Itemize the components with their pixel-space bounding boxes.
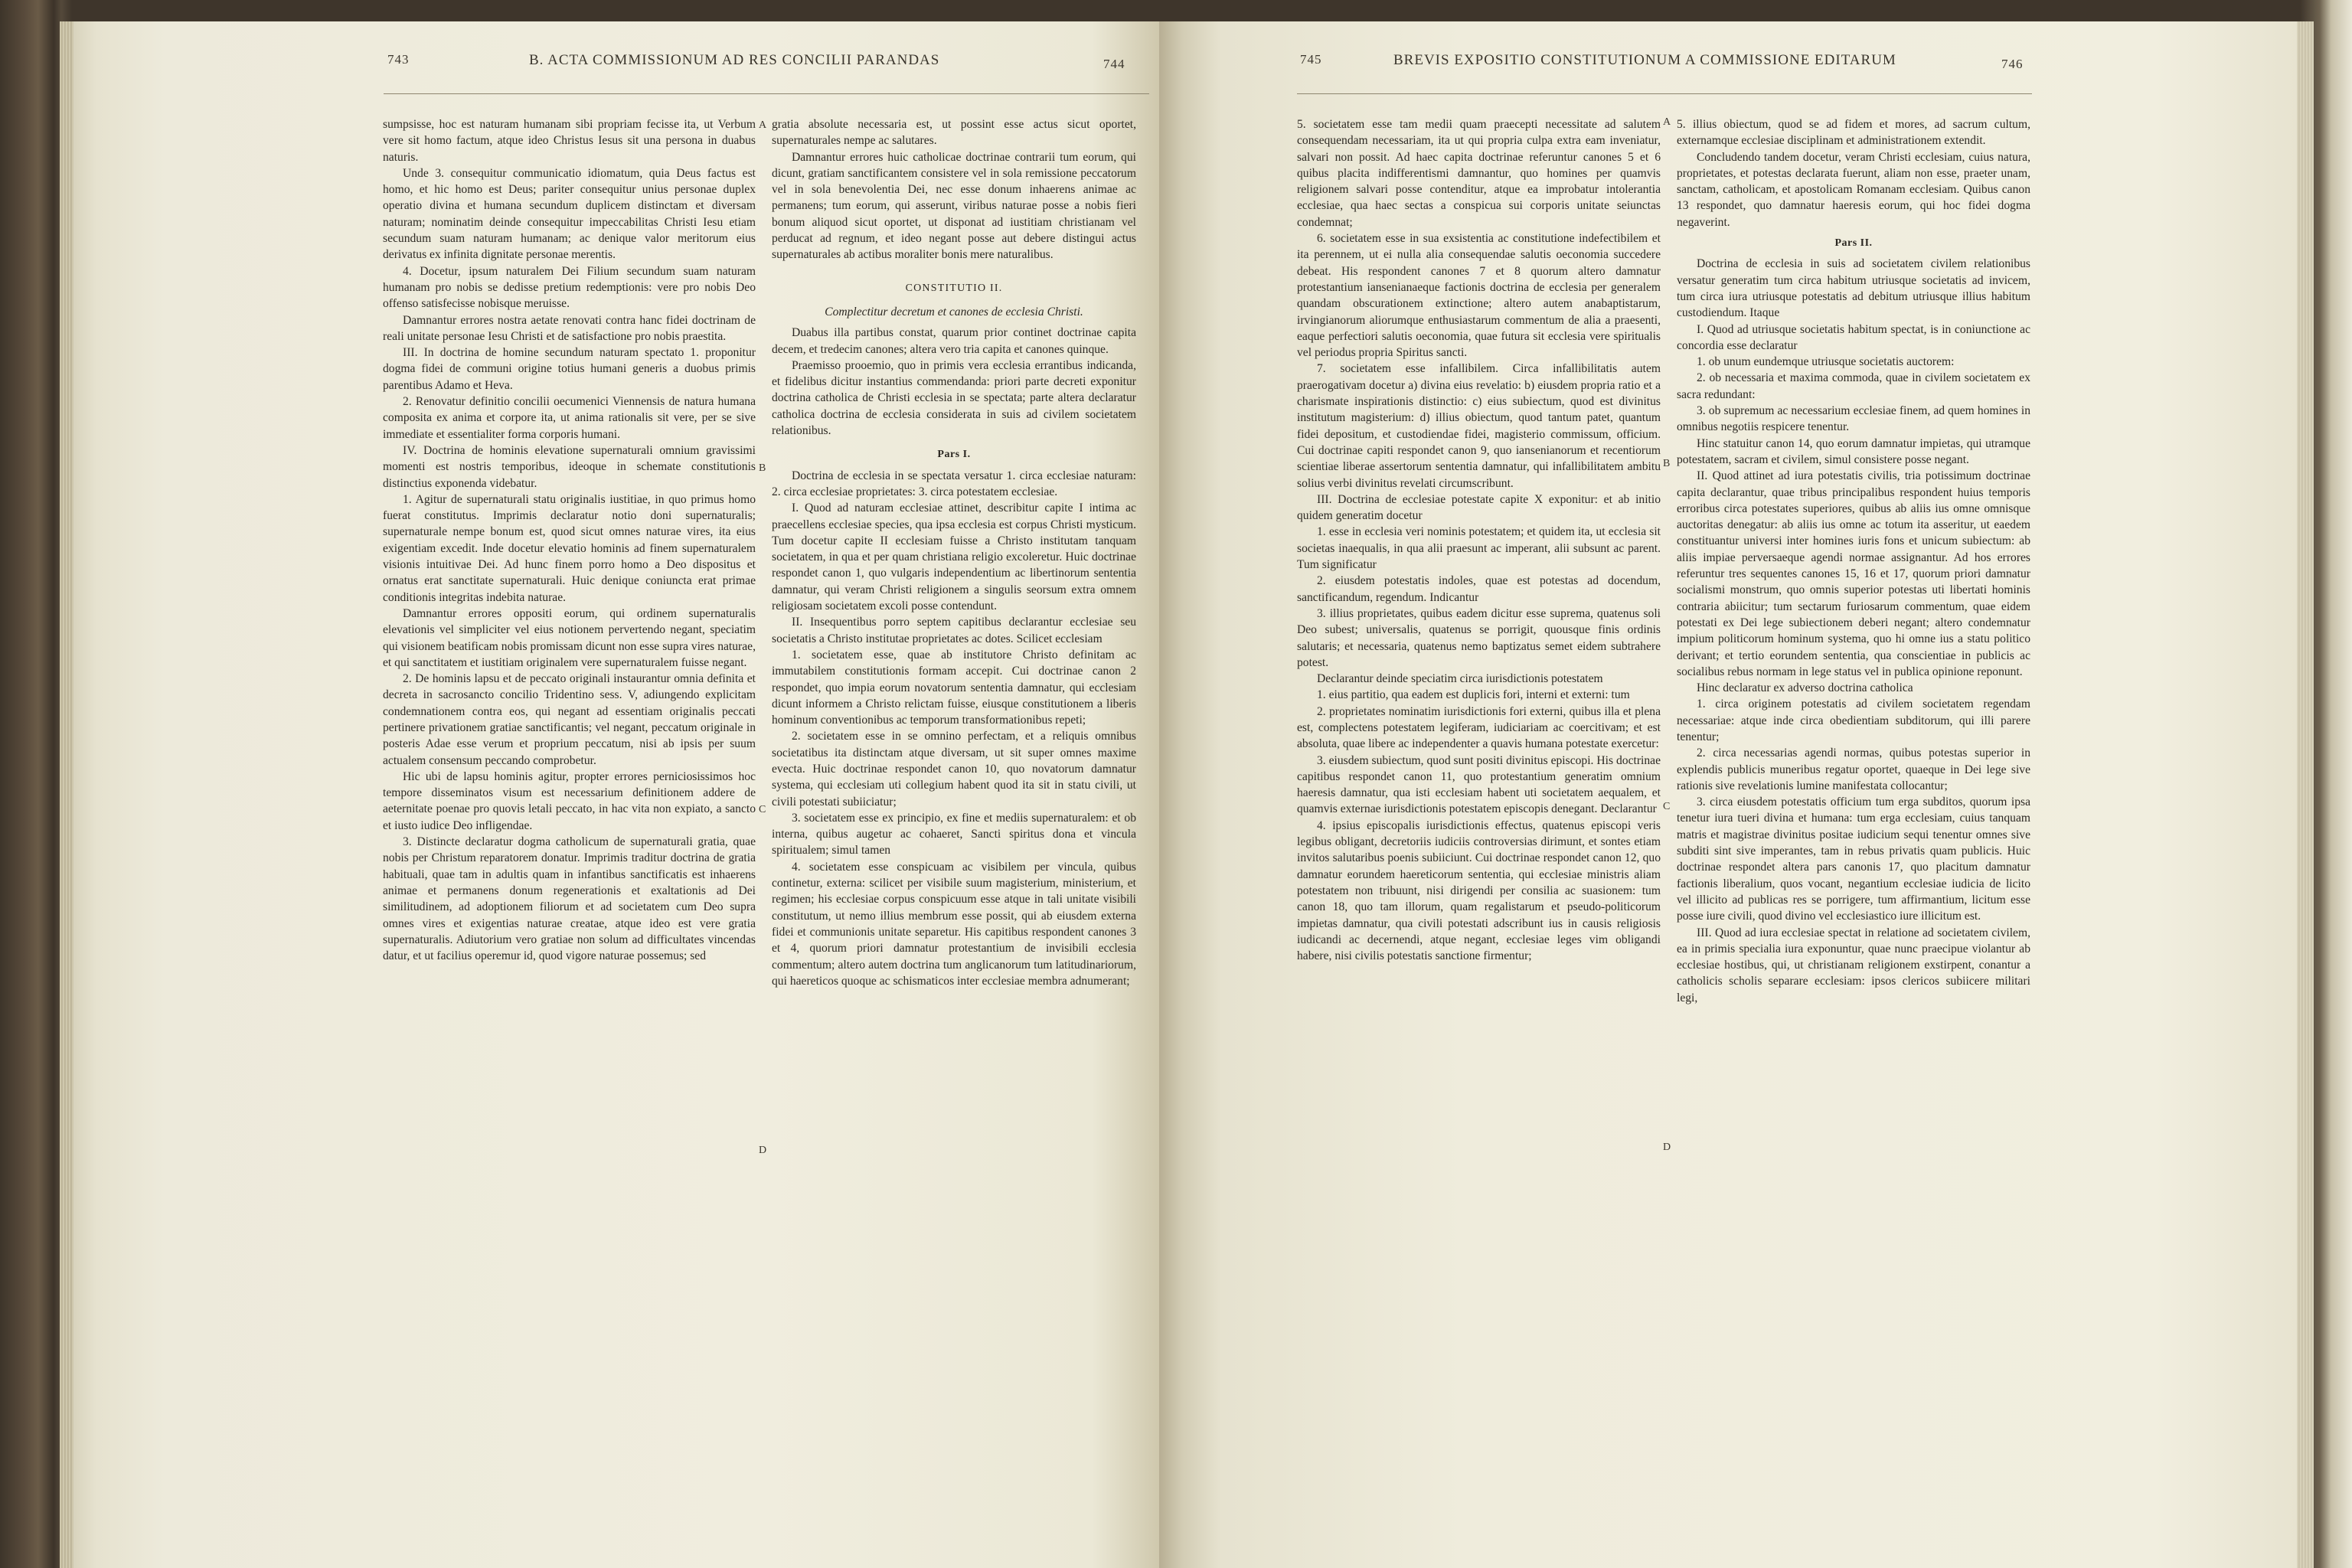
right-col2-part-b bbox=[1677, 256, 2030, 1006]
paragraph: Praemisso prooemio, quo in primis vera ecclesia errantibus indicanda, et fidelibus dicitur instantius commendanda: priori parte decreti exponitur doctrina catholica de Christi ecclesia in se spectata; parte altera declaratur catholica doctrina de ecclesia considerata in suis ad civilem societatem relationibus. bbox=[772, 358, 1136, 438]
left-col2-part-a bbox=[772, 116, 1136, 263]
left-col2-part-c bbox=[772, 468, 1136, 990]
pars-i-heading: Pars I. bbox=[937, 449, 971, 461]
paragraph: 1. societatem esse, quae ab institutore Christo definitam ac immutabilem constitutionis formam accepit. Cui doctrinae canon 2 respondet, quo impia eorum novatorum sententia damnatur, qui ecclesiam dicunt informem a Christo relictam fuisse, eiusque constitutionem a liberis hominum conventionibus ac temporum transformationibus repeti; bbox=[772, 648, 1136, 727]
margin-letter-c: C bbox=[1663, 801, 1671, 812]
constitutio-heading: CONSTITUTIO II. bbox=[905, 282, 1003, 294]
left-page-number-744: 744 bbox=[1103, 57, 1125, 71]
paragraph: Concludendo tandem docetur, veram Christi ecclesiam, cuius natura, proprietates, et potestas declarata fuerunt, aliam non esse, praeter unam, sanctam, catholicam, et apostolicam Romanam ecclesiam. Quibus canon 13 respondet, quo damnatur haeresis eorum, qui hoc fidei dogma negaverint. bbox=[1677, 150, 2030, 229]
margin-letter-d: D bbox=[759, 1145, 767, 1156]
paragraph: 1. eius partitio, qua eadem est duplicis fori, interni et externi: tum bbox=[1317, 688, 1630, 702]
paragraph: Hinc statuitur canon 14, quo eorum damnatur impietas, qui utramque potestatem, sacram et civilem, simul consistere posse negant. bbox=[1677, 436, 2030, 466]
paragraph: Unde 3. consequitur communicatio idiomatum, quia Deus factus est homo, et hic homo est Deus; pariter consequitur unius personae duplex operatio divina et humana secundum duplicem distinctam et diversam naturam; nominatim deinde consequitur impeccabilitas Christi Iesu etiam secundum suam naturam humanam; ac denique valor meritorum eius derivatus ex infinita dignitate personae merentis. bbox=[383, 166, 756, 262]
paragraph: sumpsisse, hoc est naturam humanam sibi propriam fecisse ita, ut Verbum vere sit homo factum, atque ideo Christus Iesus sit una persona in duabus naturis. bbox=[383, 118, 756, 164]
header-rule bbox=[1297, 93, 2032, 94]
paragraph: 3. ob supremum ac necessarium ecclesiae finem, ad quem homines in omnibus negotiis respicere tenentur. bbox=[1677, 404, 2030, 434]
paragraph: I. Quod ad utriusque societatis habitum spectat, is in coniunctione ac concordia esse declaratur bbox=[1677, 322, 2030, 352]
paragraph: Doctrina de ecclesia in se spectata versatur 1. circa ecclesiae naturam: 2. circa ecclesiae proprietates: 3. circa potestatem ecclesiae. bbox=[772, 469, 1136, 498]
paragraph: 2. De hominis lapsu et de peccato originali instaurantur omnia definita et decreta in sacrosancto concilio Tridentino sess. V, adiungendo explicitam condemnationem contra eos, qui negant ad essentiam originalis peccati pertinere privationem gratiae sanctificantis; vel negant, peccatum originale in posteris Adae esse verum et proprium peccatum, nisi ab ipsis per suum actualem consensum peccando comprobetur. bbox=[383, 672, 756, 767]
paragraph: 2. eiusdem potestatis indoles, quae est potestas ad docendum, sanctificandum, regendum. Indicantur bbox=[1297, 574, 1661, 604]
left-page-number-743: 743 bbox=[387, 52, 410, 67]
margin-letter-d: D bbox=[1663, 1142, 1671, 1153]
paragraph: 4. Docetur, ipsum naturalem Dei Filium secundum suam naturam humanam pro nobis se dedisse pretium redemptionis: vere pro nobis Deo offenso satisfecisse nobisque meruisse. bbox=[383, 264, 756, 311]
paragraph: 2. Renovatur definitio concilii oecumenici Viennensis de natura humana composita ex anima et corpore ita, ut anima rationalis sit vere, per se sive immediate et essentialiter forma corporis humani. bbox=[383, 395, 756, 441]
left-col2-part-b bbox=[772, 325, 1136, 439]
paragraph: Hic ubi de lapsu hominis agitur, propter errores perniciosissimos hoc tempore disseminatos visum est necessarium definitionem addere de aeternitate poenae pro quovis letali peccato, in hac vita non expiato, a sancto et iusto iudice Deo infligendae. bbox=[383, 769, 756, 832]
paragraph: 5. societatem esse tam medii quam praecepti necessitate ad salutem consequendam necessariam, ita ut qui propria culpa extra eam inveniatur, salvari non possit. Ad haec capita doctrinae referuntur canones 5 et 6 quibus placita indifferentismi damnantur, quo homines per quamvis religionem salvari posse contenditur, atque ea improbatur intolerantia ecclesiae, qua haec sectas a conspicua sui corporis unitate seiunctas condemnat; bbox=[1297, 118, 1661, 229]
right-page-number-746: 746 bbox=[2001, 57, 2024, 71]
left-column-1 bbox=[383, 116, 756, 964]
paragraph: III. In doctrina de homine secundum naturam spectato 1. proponitur dogma fidei de communi origine totius humani generis a duobus primis parentibus Adamo et Heva. bbox=[383, 346, 756, 392]
margin-letter-c: C bbox=[759, 804, 766, 815]
paragraph: 6. societatem esse in sua exsistentia ac constitutione indefectibilem et ita perennem, ut ei nulla alia consequendae salutis oeconomia succedere debeat. His respondent canones 7 et 8 quorum altero damnatur protestantium iansenianaeque factionis doctrina de ecclesia per generalem quandam obscurationem extinctione; altero autem anabaptistarum, irvingianorum aliorumque enthusiastarum commentum de alia a praesenti, eaque perfectiori salutis oeconomia, quae futura sit ecclesia vere spiritualis vel periodus propria Spiritus sancti. bbox=[1297, 232, 1661, 360]
right-page-number-745: 745 bbox=[1300, 52, 1322, 67]
paragraph: III. Quod ad iura ecclesiae spectat in relatione ad societatem civilem, ea in primis specialia iura exponuntur, quae nunc praecipue violantur ab ecclesiae hostibus, qui, ut christianam religionem exstirpent, conantur a catholicis scholis separare ecclesiam: ipsos clericos subiicere militari legi, bbox=[1677, 926, 2030, 1004]
paragraph: IV. Doctrina de hominis elevatione supernaturali omnium gravissimi momenti est nostris temporibus, ideoque in schemate constitutionis distinctius exponenda videbatur. bbox=[383, 443, 756, 490]
paragraph: 2. ob necessaria et maxima commoda, quae in civilem societatem ex sacra redundant: bbox=[1677, 371, 2030, 401]
pars-ii-heading: Pars II. bbox=[1834, 237, 1873, 250]
paragraph: 7. societatem esse infallibilem. Circa infallibilitatis autem praerogativam docetur a) divina eius revelatio: b) eiusdem propria ratio et a charismate inspirationis distinctio: c) eius subiectum, quod est divinitus institutum magisterium: d) illius obiectum, quod tantum patet, quantum fidei depositum, et custodiendae fidei, magisterio commissum, officium. Cui doctrinae capiti respondet canon 9, quo iansenianorum et recentiorum scientiae liberae assertorum sententia damnatur, qui infallibilitatem ambitu solius verbi divinitus revelati circumscribunt. bbox=[1297, 362, 1661, 490]
paragraph: 3. Distincte declaratur dogma catholicum de supernaturali gratia, quae nobis per Christum reparatorem donatur. Imprimis traditur doctrina de gratia habituali, quae tam in adultis quam in infantibus sanctificatis est inhaerens animae et permanens donum regenerationis et exaltationis ad Dei similitudinem, ad adoptionem filiorum et ad societatem cum Deo supra omnes vires et exigentias naturae creatae, atque ideo est vere gratia supernaturalis. Adiutorium vero gratiae non solum ad difficultates vincendas datur, et ut facilius operemur id, quod vigore naturae possemus; sed bbox=[383, 835, 756, 963]
paragraph: Declarantur deinde speciatim circa iurisdictionis potestatem bbox=[1317, 672, 1603, 686]
paragraph: Damnantur errores nostra aetate renovati contra hanc fidei doctrinam de reali unitate personae Iesu Christi et de satisfactione pro nobis praestita. bbox=[383, 313, 756, 343]
paragraph: II. Insequentibus porro septem capitibus declarantur ecclesiae seu societatis a Christo institutae proprietates ac dotes. Scilicet ecclesiam bbox=[772, 616, 1136, 645]
paragraph: 2. societatem esse in se omnino perfectam, et a reliquis omnibus societatibus ita distinctam atque diversam, ut sit super omnes maxime evecta. Huic doctrinae respondet canon 10, quo novatorum damnatur systema, qui ecclesiam uti collegium habent quod ita sit in statu civili, ut civili potestati subiiciatur; bbox=[772, 730, 1136, 808]
constitutio-subheading: Complectitur decretum et canones de ecclesia Christi. bbox=[825, 305, 1083, 318]
paragraph: 3. eiusdem subiectum, quod sunt positi divinitus episcopi. His doctrinae capitibus respondet canon 11, quo protestantium generatim omnium haeresis damnatur, qua isti ecclesiam habent uti societatem aequalem, et quamvis externae iurisdictionis potestatem episcopis denegant. Declarantur bbox=[1297, 753, 1661, 816]
paragraph: III. Doctrina de ecclesiae potestate capite X exponitur: et ab initio quidem generatim docetur bbox=[1297, 492, 1661, 523]
header-rule bbox=[384, 93, 1149, 94]
margin-letter-a: A bbox=[1663, 116, 1671, 128]
paragraph: Damnantur errores huic catholicae doctrinae contrarii tum eorum, qui dicunt, gratiam sanctificantem consistere vel in sola remissione peccatorum vel in sola benevolentia Dei, nec esse donum inhaerens animae ac permanens; tum eorum, qui asserunt, viribus naturae posse a nobis fieri bonum aliquod sicut oportet, ut disponat ad iustitiam christianam vel perducat ad regnum, et ideo negant posse aut debere distingui actus supernaturales ab actibus moraliter bonis mere naturalibus. bbox=[772, 150, 1136, 262]
left-column-2 bbox=[772, 116, 1136, 989]
paragraph: 2. circa necessarias agendi normas, quibus potestas superior in explendis publicis muneribus regatur oportet, quaeque in Dei lege sive rationis sive revelationis lumine manifestata collocantur; bbox=[1677, 746, 2030, 792]
paragraph: I. Quod ad naturam ecclesiae attinet, describitur capite I intima ac praecellens ecclesiae species, qua ipsa ecclesia est corpus Christi mysticum. Tum docetur capite II ecclesiam fuisse a Christo institutam tanquam societatem, in qua et per quam christiana religio excoleretur. Huic doctrinae respondet canon 1, quo vulgaris independentium ac libertinorum sententia damnatur, qui veram Christi religionem a singulis seorsum extra omnem religiosam societatem excoli posse contendunt. bbox=[772, 501, 1136, 613]
right-page bbox=[1159, 21, 2297, 1568]
paragraph: 1. Agitur de supernaturali statu originalis iustitiae, in quo primus homo fuerat constitutus. Imprimis declaratur notio doni supernaturalis; supernaturale nempe bonum est, quod sicut omnes naturae vires, ita eius exigentiam excedit. Inde docetur elevatio hominis ad finem supernaturalem visionis intuitivae Dei. Ad hunc finem porro homo a Deo dispositus et ornatus erat sanctitate supernaturali. Huic denique coniuncta erat primae conditionis integritas indebita naturae. bbox=[383, 492, 756, 604]
right-column-2 bbox=[1677, 116, 2030, 1006]
paragraph: Hinc declaratur ex adverso doctrina catholica bbox=[1697, 681, 1913, 695]
paragraph: 5. illius obiectum, quod se ad fidem et mores, ad sacrum cultum, externamque ecclesiae disciplinam et administrationem extendit. bbox=[1677, 118, 2030, 148]
paragraph: 2. proprietates nominatim iurisdictionis fori externi, quibus illa et plena est, complectens potestatem legiferam, iudiciariam ac coercitivam; et est absoluta, quae libere ac independenter a quavis humana potestate exercetur: bbox=[1297, 704, 1661, 751]
paragraph: 4. ipsius episcopalis iurisdictionis effectus, quatenus episcopi veris legibus obligant, decretoriis iudiciis controversias dirimunt, et sontes etiam invitos salutaribus poenis subiiciunt. Cui doctrinae respondet canon 12, quo damnatur eorundem haereticorum sententia, qui ecclesiae ministris aliam potestatem non tribuunt, nisi dirigendi per consilia ac suasionem: tum canon 18, quo tam illorum, quam regalistarum et pseudo-politicorum impietas damnatur, qua civili potestati adscribunt ius in causis religiosis iudicandi ac decernendi, atque negant, ecclesiae leges vim obligandi habere, nisi civilis potestatis sanctione firmentur; bbox=[1297, 818, 1661, 963]
paragraph: Damnantur errores oppositi eorum, qui ordinem supernaturalis elevationis vel simpliciter vel eius notionem pervertendo negant, speciatim qui visionem beatificam nobis promissam dicunt non esse supra vires naturae, et qui sanctitatem et iustitiam originalem vere supernaturalem fuisse negant. bbox=[383, 606, 756, 669]
paragraph: 1. ob unum eundemque utriusque societatis auctorem: bbox=[1697, 355, 1955, 369]
margin-letter-b: B bbox=[1663, 458, 1671, 469]
paragraph: Duabus illa partibus constat, quarum prior continet doctrinae capita decem, et tredecim canones; altera vero tria capita et canones quinque. bbox=[772, 326, 1136, 356]
left-running-title: B. ACTA COMMISSIONUM AD RES CONCILII PARANDAS bbox=[529, 52, 940, 68]
paragraph: 3. circa eiusdem potestatis officium tum erga subditos, quorum ipsa tenetur iura tueri divina et humana: tum erga ecclesiam, cuius tanquam matris et magistrae divinitus positae iudicium sequi tenentur omnes sive subditi sint sive imperantes, tam in rebus privatis quam publicis. Huic doctrinae respondet altera pars canonis 17, quo placitum damnatur factionis liberalium, quos vocant, negantium ecclesiae iudicia de licito vel illicito ad publicas res se porrigere, tum affirmantium, licitum esse posse iure civili, quod divino vel ecclesiastico iure illicitum est. bbox=[1677, 795, 2030, 923]
paragraph: gratia absolute necessaria est, ut possint esse actus sicut oportet, supernaturales nempe ac salutares. bbox=[772, 118, 1136, 148]
paragraph: 1. esse in ecclesia veri nominis potestatem; et quidem ita, ut ecclesia sit societas inaequalis, in qua alii praesunt ac imperant, alii subsunt ac parent. Tum significatur bbox=[1297, 525, 1661, 572]
margin-letter-a: A bbox=[759, 119, 767, 131]
margin-letter-b: B bbox=[759, 462, 766, 474]
paragraph: 3. societatem esse ex principio, ex fine et mediis supernaturalem: et ob interna, quibus augetur ac cohaeret, Sancti spiritus dona et vincula spiritualem; simul tamen bbox=[772, 811, 1136, 858]
left-page bbox=[74, 21, 1159, 1568]
paragraph: 3. illius proprietates, quibus eadem dicitur esse suprema, quatenus soli Deo subest; universalis, quatenus se porrigit, quousque finis ordinis salutaris; et necessaria, quatenus nemo baptizatus semet eidem subtrahere potest. bbox=[1297, 606, 1661, 669]
paragraph: 4. societatem esse conspicuam ac visibilem per vincula, quibus continetur, externa: scilicet per visibile suum magisterium, ministerium, et regimen; his ecclesiae corpus conspicuum esse atque in tali unitate visibili constitutum, ut nemo illius membrum esse possit, qui ab eiusdem externa fidei et communionis unitate separetur. His capitibus respondent canones 3 et 4, quorum priori damnatur protestantium de invisibili ecclesia commentum; altero autem doctrina tum anglicanorum tum latitudinariorum, qui haereticos quoque ac schismaticos inter ecclesiae membra adnumerant; bbox=[772, 860, 1136, 988]
right-column-1 bbox=[1297, 116, 1661, 964]
paragraph: II. Quod attinet ad iura potestatis civilis, tria potissimum doctrinae capita declarantur, quae tribus principalibus respondent huius temporis erroribus circa potestates superiores, quibus ab aliis ius omne omnisque auctoritas denegatur: ab aliis ius omne ac totum ita asseritur, ut eaedem constituantur universi inter homines iuris fons et unicum subiectum: ab aliis impiae perversaeque agendi normae assignantur. Ad hos errores referuntur tres sequentes canones 15, 16 et 17, quorum priori damnatur socialismi monstrum, quo omnis superior potestas uti libertati hominis contraria abiicitur; tum sectarum furiosarum commentum, quae eidem potestati ex Dei lege subiectionem deberi negant; altero condemnatur impium politicorum hominum systema, quo hi omne ius a statu politico derivant; et tertio eorundem sententia, qua conscientiae in publicis ac socialibus rebus normam in lege status vel in publica opinione reponunt. bbox=[1677, 469, 2030, 678]
paragraph: Doctrina de ecclesia in suis ad societatem civilem relationibus versatur generatim tum circa habitum utriusque societatis ad invicem, tum circa iura utriusque potestatis ad debitum utriusque illius habitum custodiendum. Itaque bbox=[1677, 257, 2030, 320]
right-col2-part-a bbox=[1677, 116, 2030, 230]
right-running-title: BREVIS EXPOSITIO CONSTITUTIONUM A COMMISSIONE EDITARUM bbox=[1393, 52, 1896, 68]
paragraph: 1. circa originem potestatis ad civilem societatem regendam necessariae: atque inde circa obedientiam subditorum, qui illi parere tenentur; bbox=[1677, 697, 2030, 743]
